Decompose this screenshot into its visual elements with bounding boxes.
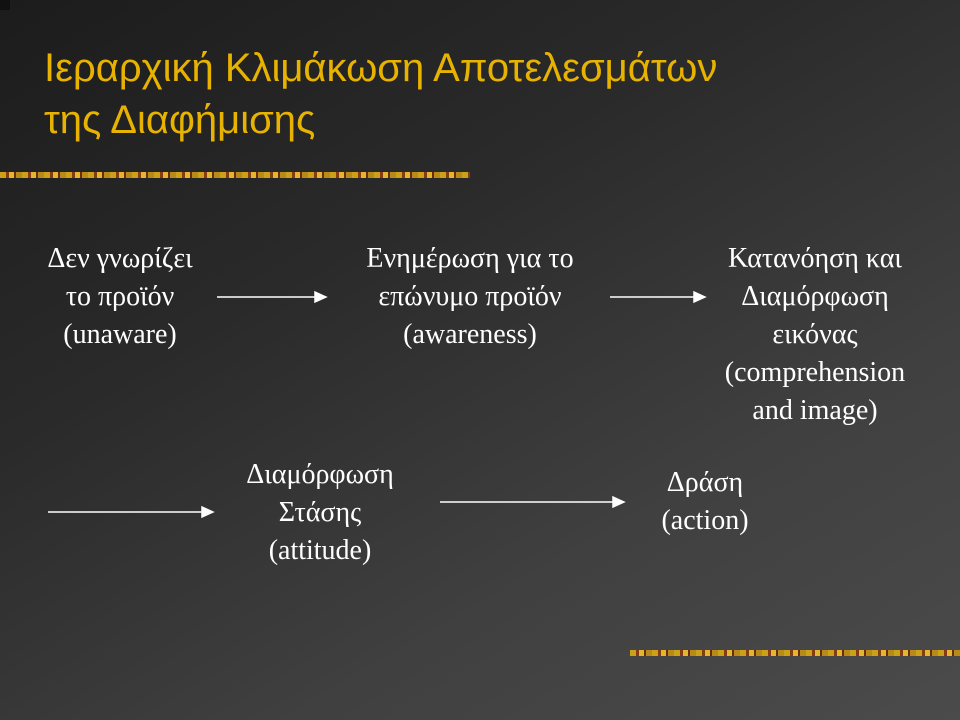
title-underline [0, 172, 470, 178]
arrow-into-attitude [48, 507, 213, 517]
node-line: το προϊόν [65, 281, 175, 312]
node-line: (unaware) [63, 319, 177, 350]
node-line: (attitude) [268, 535, 372, 566]
node-action [620, 464, 790, 540]
node-line: (awareness) [403, 319, 537, 350]
node-line: Δράση [666, 467, 744, 498]
arrow-attitude-to-action [440, 497, 624, 507]
title-line-2: της Διαφήμισης [44, 98, 316, 142]
node-comprehension [690, 240, 940, 430]
arrow-unaware-to-awareness [217, 292, 326, 302]
node-line: Διαμόρφωση [741, 281, 889, 312]
corner-mark [0, 0, 10, 10]
node-line: (comprehension [724, 357, 906, 388]
node-line: Στάσης [278, 497, 362, 528]
slide-title [44, 42, 924, 146]
node-attitude [210, 456, 430, 570]
node-line: Κατανόηση και [728, 243, 902, 274]
node-line: εικόνας [772, 319, 858, 350]
node-line: (action) [661, 505, 749, 536]
node-line: and image) [752, 395, 878, 426]
node-line: Δεν γνωρίζει [47, 243, 193, 274]
node-line: Διαμόρφωση [246, 459, 394, 490]
node-awareness [330, 240, 610, 354]
node-line: Ενημέρωση για το [366, 243, 574, 274]
node-line: επώνυμο προϊόν [378, 281, 562, 312]
node-unaware [10, 240, 230, 354]
bottom-decoration [630, 650, 960, 656]
title-line-1: Ιεραρχική Κλιμάκωση Αποτελεσμάτων [44, 46, 718, 90]
